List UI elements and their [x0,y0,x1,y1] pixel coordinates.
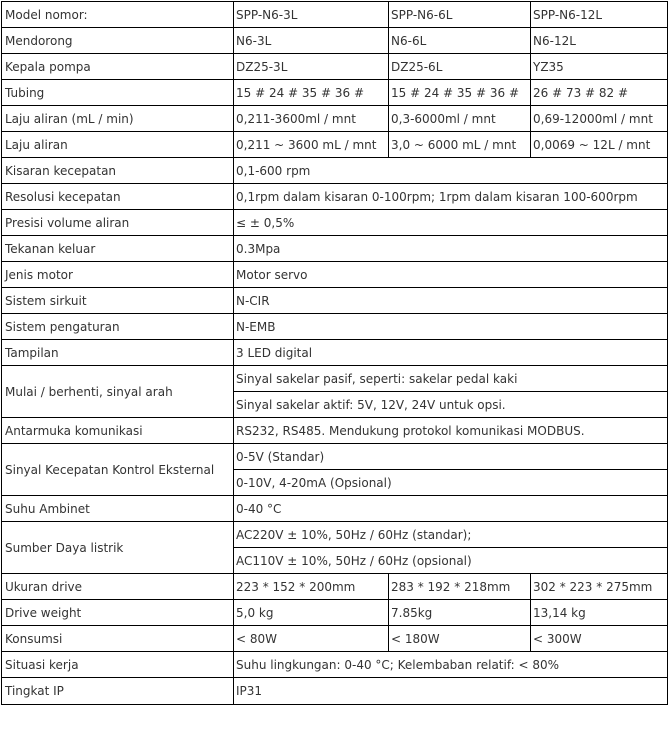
table-row [2,236,668,262]
cell: 3,0 ~ 6000 mL / mnt [389,132,531,158]
row-label: Ukuran drive [2,574,234,600]
table-row [2,418,668,444]
row-label: Resolusi kecepatan [2,184,234,210]
spec-table [1,1,668,705]
row-label: Konsumsi [2,626,234,652]
cell: 5,0 kg [234,600,389,626]
cell: 0,1-600 rpm [234,158,668,184]
row-label: Tampilan [2,340,234,366]
cell: 3 LED digital [234,340,668,366]
table-row [2,678,668,705]
table-row [2,288,668,314]
row-label: Situasi kerja [2,652,234,678]
cell: 0,0069 ~ 12L / mnt [531,132,668,158]
cell: 26 # 73 # 82 # [531,80,668,106]
cell: 0,3-6000ml / mnt [389,106,531,132]
table-row [2,574,668,600]
cell: IP31 [234,678,668,705]
table-row [2,80,668,106]
cell: 0-10V, 4-20mA (Opsional) [234,470,668,496]
table-row [2,54,668,80]
cell: 0.3Mpa [234,236,668,262]
cell: 302 * 223 * 275mm [531,574,668,600]
cell: N6-3L [234,28,389,54]
row-label: Sinyal Kecepatan Kontrol Eksternal [2,444,234,496]
cell: 223 * 152 * 200mm [234,574,389,600]
model-12l: SPP-N6-12L [531,2,668,28]
cell: < 180W [389,626,531,652]
cell: AC220V ± 10%, 50Hz / 60Hz (standar); [234,522,668,548]
table-row [2,106,668,132]
cell: N6-6L [389,28,531,54]
cell: YZ35 [531,54,668,80]
cell: N-EMB [234,314,668,340]
cell: Sinyal sakelar aktif: 5V, 12V, 24V untuk opsi. [234,392,668,418]
table-row [2,626,668,652]
row-label: Sistem sirkuit [2,288,234,314]
cell: 283 * 192 * 218mm [389,574,531,600]
row-label: Suhu Ambinet [2,496,234,522]
cell: DZ25-3L [234,54,389,80]
row-label: Kisaran kecepatan [2,158,234,184]
cell: N6-12L [531,28,668,54]
cell: Motor servo [234,262,668,288]
table-row [2,2,668,28]
model-3l: SPP-N6-3L [234,2,389,28]
row-label: Presisi volume aliran [2,210,234,236]
cell: 0-5V (Standar) [234,444,668,470]
row-label: Sistem pengaturan [2,314,234,340]
cell: 7.85kg [389,600,531,626]
cell: N-CIR [234,288,668,314]
cell: < 80W [234,626,389,652]
row-label: Laju aliran (mL / min) [2,106,234,132]
cell: 15 # 24 # 35 # 36 # [234,80,389,106]
row-label: Antarmuka komunikasi [2,418,234,444]
cell: Sinyal sakelar pasif, seperti: sakelar pedal kaki [234,366,668,392]
row-label: Laju aliran [2,132,234,158]
table-row [2,600,668,626]
table-row [2,158,668,184]
table-row [2,444,668,470]
cell: 0,211 ~ 3600 mL / mnt [234,132,389,158]
row-label: Model nomor: [2,2,234,28]
cell: 0-40 °C [234,496,668,522]
row-label: Drive weight [2,600,234,626]
table-row [2,522,668,548]
cell: < 300W [531,626,668,652]
table-row [2,132,668,158]
cell: 15 # 24 # 35 # 36 # [389,80,531,106]
table-row [2,366,668,392]
row-label: Kepala pompa [2,54,234,80]
row-label: Sumber Daya listrik [2,522,234,574]
cell: ≤ ± 0,5% [234,210,668,236]
table-row [2,262,668,288]
table-row [2,210,668,236]
cell: 0,1rpm dalam kisaran 0-100rpm; 1rpm dalam kisaran 100-600rpm [234,184,668,210]
table-row [2,340,668,366]
table-row [2,652,668,678]
cell: Suhu lingkungan: 0-40 °C; Kelembaban relatif: < 80% [234,652,668,678]
row-label: Mulai / berhenti, sinyal arah [2,366,234,418]
cell: 13,14 kg [531,600,668,626]
table-row [2,184,668,210]
row-label: Tekanan keluar [2,236,234,262]
row-label: Mendorong [2,28,234,54]
cell: AC110V ± 10%, 50Hz / 60Hz (opsional) [234,548,668,574]
row-label: Tubing [2,80,234,106]
row-label: Tingkat IP [2,678,234,705]
cell: 0,69-12000ml / mnt [531,106,668,132]
table-row [2,314,668,340]
cell: 0,211-3600ml / mnt [234,106,389,132]
table-row [2,28,668,54]
cell: DZ25-6L [389,54,531,80]
cell: RS232, RS485. Mendukung protokol komunikasi MODBUS. [234,418,668,444]
table-row [2,496,668,522]
model-6l: SPP-N6-6L [389,2,531,28]
row-label: Jenis motor [2,262,234,288]
